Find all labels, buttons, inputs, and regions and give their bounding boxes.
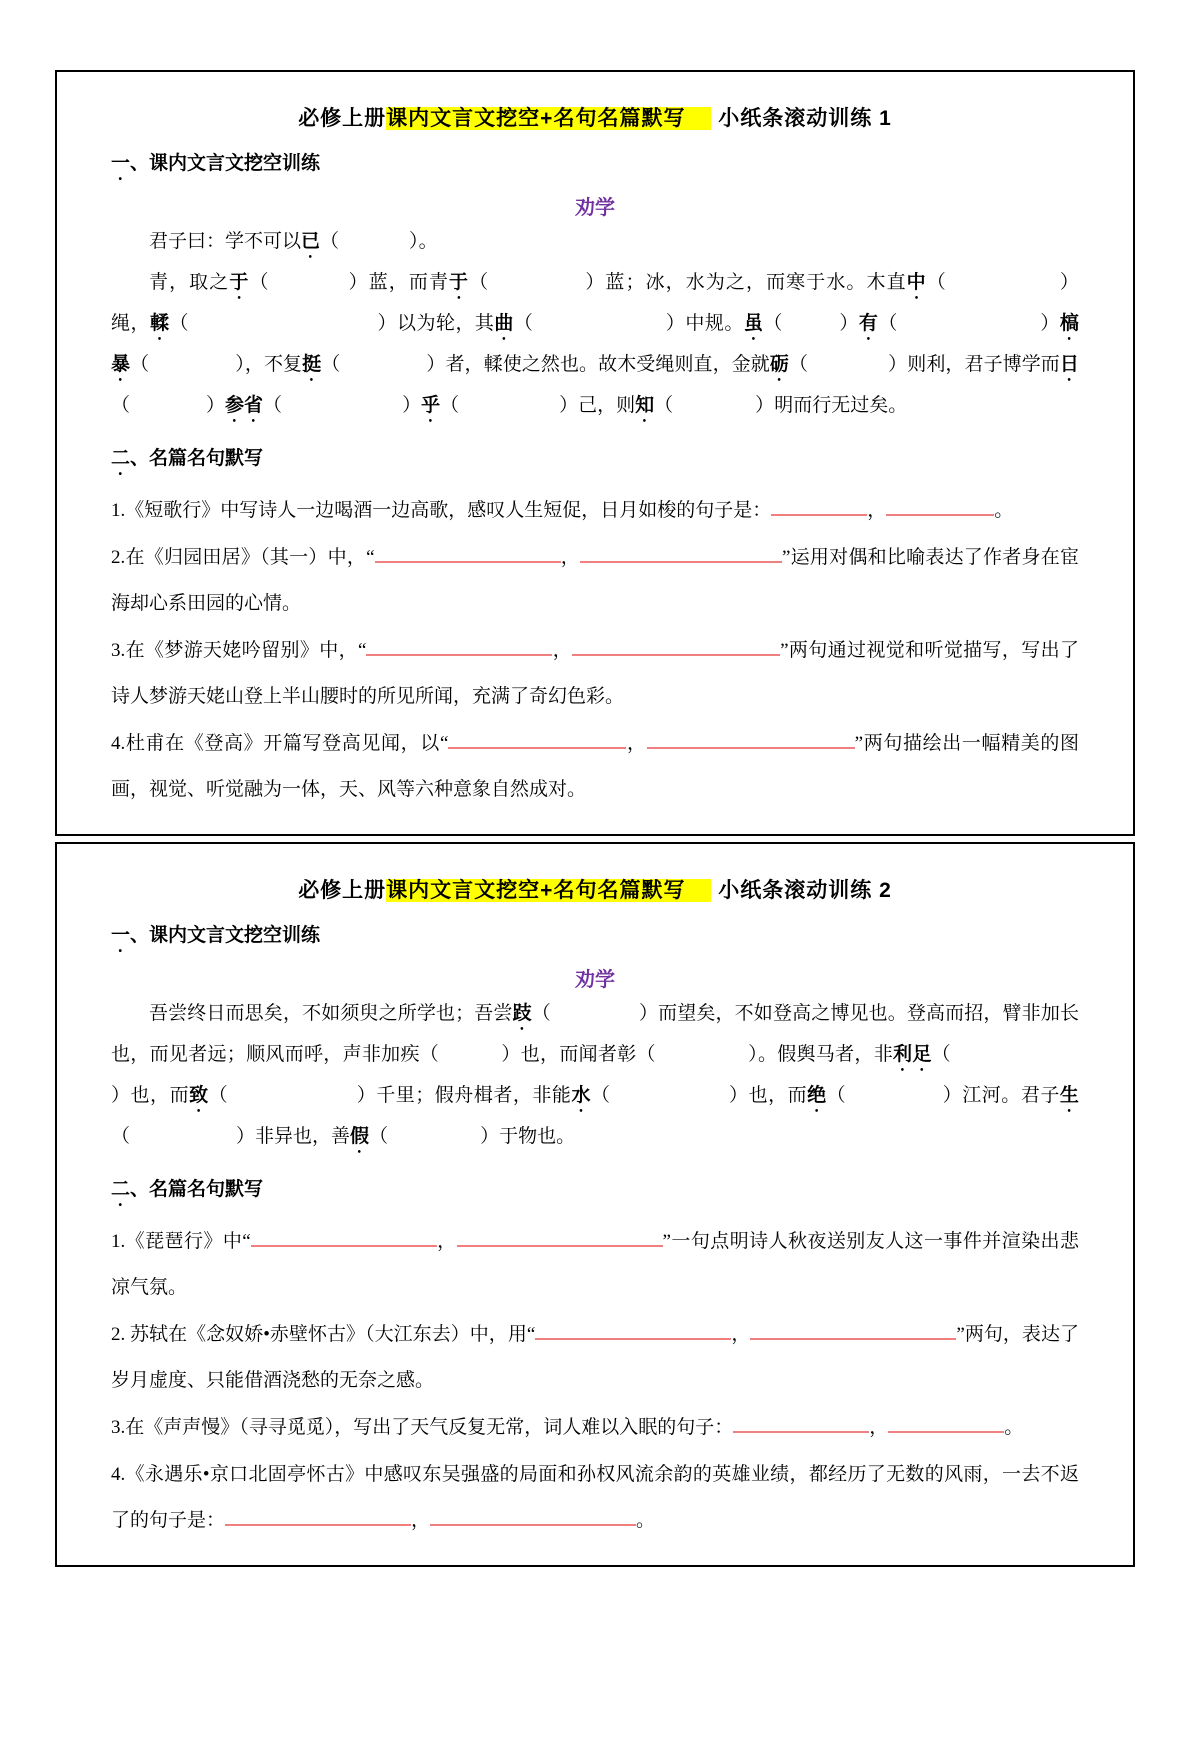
answer-blank-line bbox=[375, 561, 561, 563]
text-run: ， bbox=[411, 1510, 431, 1532]
text-run: ”运用对偶和比喻表达了作者身在宦海却心系田园的心情。 bbox=[111, 546, 1079, 615]
text-run: 。 bbox=[1004, 1417, 1024, 1439]
text-run: 3.在《声声慢》（寻寻觅觅），写出了天气反复无常，词人难以入眠的句子： bbox=[111, 1417, 734, 1439]
text-run: 、课内文言文挖空训练 bbox=[130, 924, 321, 946]
question-item bbox=[111, 1405, 1079, 1452]
test-word: 假 bbox=[350, 1125, 370, 1147]
text-run: ”两句通过视觉和听觉描写，写出了诗人梦游天姥山登上半山腰时的所见所闻，充满了奇幻色彩。 bbox=[111, 639, 1079, 708]
text-run: 、课内文言文挖空训练 bbox=[130, 153, 321, 174]
worksheet-page-2 bbox=[55, 842, 1135, 1567]
section-2-heading bbox=[111, 1174, 1079, 1211]
question-item bbox=[111, 628, 1079, 721]
text-run: 己，则 bbox=[578, 395, 636, 416]
text-run: ，不复 bbox=[244, 354, 303, 375]
answer-blank-line bbox=[886, 514, 994, 516]
question-item bbox=[111, 535, 1079, 628]
text-run: ， bbox=[626, 732, 647, 754]
text-run: 。 bbox=[994, 500, 1014, 521]
text-run: 也，而 bbox=[130, 1084, 190, 1106]
text-run: ， bbox=[560, 546, 580, 568]
test-word: 于 bbox=[229, 272, 250, 293]
test-word: 致 bbox=[189, 1084, 209, 1106]
text-run: 蓝，而青 bbox=[368, 272, 450, 293]
text-run: 蓝；冰，水为之，而寒于水。木直 bbox=[605, 272, 907, 293]
text-run: 4.《永遇乐•京口北固亭怀古》中感叹东吴强盛的局面和孙权风流余韵的英雄业绩，都经历了无数的风雨，一去不返了的句子是： bbox=[111, 1463, 1079, 1532]
worksheet-page-1 bbox=[55, 70, 1135, 836]
text-run: 非异也，善 bbox=[255, 1125, 351, 1147]
text-run: 千里；假舟楫者，非能 bbox=[376, 1084, 572, 1106]
answer-blank-line bbox=[572, 654, 780, 656]
emphasized-char: 一 bbox=[111, 924, 131, 946]
answer-blank-line bbox=[535, 1338, 731, 1340]
test-word: 乎 bbox=[421, 395, 441, 416]
text-run: ”两句描绘出一幅精美的图画，视觉、听觉融为一体，天、风等六种意象自然成对。 bbox=[111, 732, 1079, 801]
test-word: 跂 bbox=[512, 1002, 532, 1024]
answer-blank-line bbox=[448, 747, 626, 749]
answer-blank-line bbox=[457, 1245, 663, 1247]
test-word: 水 bbox=[571, 1084, 591, 1106]
question-item bbox=[111, 1312, 1079, 1405]
emphasized-char: 二 bbox=[111, 448, 131, 469]
title-prefix: 必修上册 bbox=[298, 107, 387, 130]
answer-blank-line bbox=[771, 514, 867, 516]
title-suffix: 小纸条滚动训练 1 bbox=[718, 107, 892, 130]
classical-text-paragraph: 君子曰：学不可以已（ ）。 bbox=[149, 231, 438, 252]
question-item bbox=[111, 488, 1079, 535]
text-run: 明而行无过矣。 bbox=[774, 395, 908, 416]
text-run: ， bbox=[731, 1323, 751, 1345]
text-run: ， bbox=[436, 1230, 457, 1252]
test-word: 砺 bbox=[769, 354, 789, 375]
test-word: 知 bbox=[635, 395, 655, 416]
text-run: 也，而闻者彰 bbox=[520, 1043, 637, 1065]
text-run: ”一句点明诗人秋夜送别友人这一事件并渲染出悲凉气氛。 bbox=[111, 1230, 1079, 1299]
title-highlight: 课内文言文挖空+名句名篇默写 bbox=[386, 107, 711, 130]
answer-blank-line bbox=[733, 1431, 869, 1433]
text-run: 以为轮，其 bbox=[396, 313, 495, 334]
text-run: 1.《短歌行》中写诗人一边喝酒一边高歌，感叹人生短促，日月如梭的句子是： bbox=[111, 500, 772, 521]
text-run: 则利，君子博学而 bbox=[907, 354, 1060, 375]
title-suffix: 小纸条滚动训练 2 bbox=[718, 878, 892, 902]
test-word: 绝 bbox=[807, 1084, 827, 1106]
text-run: 2. 苏轼在《念奴娇•赤壁怀古》（大江东去）中，用“ bbox=[111, 1323, 536, 1345]
answer-blank-line bbox=[647, 747, 855, 749]
text-run: 、名篇名句默写 bbox=[130, 448, 264, 469]
page-title bbox=[111, 102, 1079, 132]
text-run: 青，取之 bbox=[149, 272, 230, 293]
test-word: 已 bbox=[301, 231, 321, 252]
test-word: 于 bbox=[449, 272, 470, 293]
test-word: 日 bbox=[1059, 354, 1079, 375]
test-word: 有 bbox=[858, 313, 879, 334]
question-item bbox=[111, 1452, 1079, 1545]
classical-text-paragraph: 青，取之于（ ）蓝，而青于（ ）蓝；冰，水为之，而寒于水。木直中（ ）绳，輮（ ）以为轮，其曲（ ）中规。虽（ ）有（ ）槁暴（ ），不复挺（ ）者，輮使之然也。故木受绳则直，金就砺（ ）则利，君子博学而日（ ）参省（ ）乎（ ）己，则知（ ）明而行无过矣。 bbox=[111, 272, 1079, 416]
test-word: 利足 bbox=[893, 1043, 932, 1065]
test-word: 輮 bbox=[149, 313, 170, 334]
text-run: 于物也。 bbox=[499, 1125, 576, 1147]
answer-blank-line bbox=[225, 1524, 411, 1526]
dictation-question-list bbox=[111, 488, 1079, 814]
text-run: ， bbox=[552, 639, 573, 661]
poem-title: 劝学 bbox=[575, 968, 615, 991]
text-run: 吾尝终日而思矣，不如须臾之所学也；吾尝 bbox=[149, 1002, 513, 1024]
text-run: 3.在《梦游天姥吟留别》中，“ bbox=[111, 639, 367, 661]
poem-title: 劝学 bbox=[575, 197, 615, 219]
text-run: 江河。君子 bbox=[962, 1084, 1060, 1106]
emphasized-char: 二 bbox=[111, 1178, 131, 1200]
answer-blank-line bbox=[750, 1338, 956, 1340]
answer-blank-line bbox=[888, 1431, 1004, 1433]
text-run: 2.在《归园田居》（其一）中，“ bbox=[111, 546, 375, 568]
text-run: 。 bbox=[636, 1510, 656, 1532]
answer-blank-line bbox=[366, 654, 552, 656]
test-word: 参省 bbox=[225, 395, 264, 416]
text-run: 绳， bbox=[111, 313, 150, 334]
test-word: 虽 bbox=[743, 313, 764, 334]
test-word: 槁暴 bbox=[111, 313, 1079, 375]
text-run: ， bbox=[867, 500, 887, 521]
text-run: 、名篇名句默写 bbox=[130, 1178, 264, 1200]
section-1-heading bbox=[111, 148, 1079, 185]
title-highlight: 课内文言文挖空+名句名篇默写 bbox=[386, 879, 711, 902]
text-run: 也，而 bbox=[748, 1084, 808, 1106]
classical-text-paragraph: 吾尝终日而思矣，不如须臾之所学也；吾尝跂（ ）而望矣，不如登高之博见也。登高而招，臂非加长也，而见者远；顺风而呼，声非加疾（ ）也，而闻者彰（ ）。假舆马者，非利足（）也，而致（ ）千里；假舟楫者，非能水（ ）也，而绝（ ）江河。君子生（ ）非异也，善假（ ）于物也。 bbox=[111, 1002, 1079, 1147]
text-run: ， bbox=[869, 1417, 889, 1439]
section-1-heading bbox=[111, 920, 1079, 957]
answer-blank-line bbox=[251, 1245, 437, 1247]
text-run: 4.杜甫在《登高》开篇写登高见闻，以“ bbox=[111, 732, 449, 754]
text-run: 1.《琵琶行》中“ bbox=[111, 1230, 251, 1252]
test-word: 中 bbox=[906, 272, 927, 293]
text-run: 。假舆马者，非 bbox=[757, 1043, 894, 1065]
question-item bbox=[111, 721, 1079, 814]
text-run: 。 bbox=[418, 231, 438, 252]
text-run: ”两句，表达了岁月虚度、只能借酒浇愁的无奈之感。 bbox=[111, 1323, 1079, 1392]
answer-blank-line bbox=[580, 561, 782, 563]
section-2-heading bbox=[111, 443, 1079, 480]
title-prefix: 必修上册 bbox=[298, 878, 387, 902]
text-run: 而望矣，不如登高之博见也。登高而招，臂非加长也，而见者远；顺风而呼，声非加疾 bbox=[111, 1002, 1079, 1065]
text-run: 君子曰：学不可以 bbox=[149, 231, 302, 252]
text-run: 中规。 bbox=[685, 313, 744, 334]
test-word: 生 bbox=[1059, 1084, 1079, 1106]
page-title bbox=[111, 874, 1079, 904]
question-item bbox=[111, 1219, 1079, 1312]
emphasized-char: 一 bbox=[111, 153, 131, 174]
answer-blank-line bbox=[430, 1524, 636, 1526]
text-run: 者，輮使之然也。故木受绳则直，金就 bbox=[445, 354, 770, 375]
test-word: 曲 bbox=[494, 313, 514, 334]
dictation-question-list bbox=[111, 1219, 1079, 1545]
test-word: 挺 bbox=[302, 354, 322, 375]
